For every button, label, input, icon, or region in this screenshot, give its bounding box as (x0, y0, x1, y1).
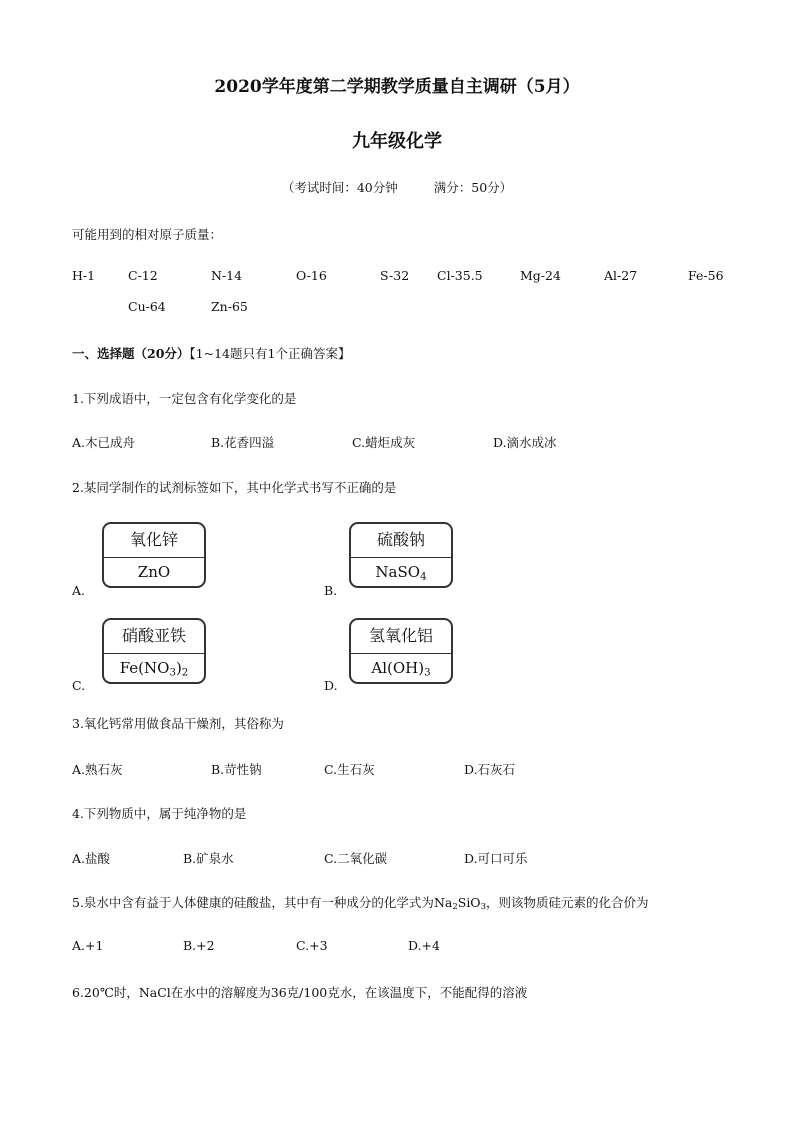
question-1-option: D.滴水成冰 (493, 435, 557, 450)
question-4-option: C.二氧化碳 (324, 851, 388, 866)
label-a-name: 氧化锌 (104, 524, 204, 558)
label-c-letter: C. (72, 678, 86, 693)
atomic-mass-intro: 可能用到的相对原子质量： (72, 227, 223, 242)
question-4-option: B.矿泉水 (183, 851, 234, 866)
question-1-option: C.蜡炬成灰 (352, 435, 416, 450)
question-1-option: A.木已成舟 (72, 435, 136, 450)
label-d-formula: $Al(OH)_3$ (371, 659, 431, 679)
atomic-mass-item: Mg-24 (520, 268, 561, 283)
reagent-label-d (349, 618, 453, 684)
question-4-stem: 4.下列物质中，属于纯净物的是 (72, 806, 247, 821)
exam-time: （考试时间：40分钟 (281, 180, 398, 195)
label-a-letter: A. (72, 583, 86, 598)
question-5-option: A.+1 (72, 938, 104, 953)
label-b-formula: NaSO$_4$ (375, 563, 427, 583)
label-b-name: 硫酸钠 (351, 524, 451, 558)
label-d-letter: D. (324, 678, 338, 693)
atomic-mass-item: S-32 (380, 268, 410, 283)
label-a-formula: ZnO (137, 563, 171, 581)
question-5-option: C.+3 (296, 938, 328, 953)
question-4-option: A.盐酸 (72, 851, 111, 866)
atomic-mass-item: O-16 (296, 268, 327, 283)
label-d-name: 氢氧化铝 (351, 620, 451, 654)
question-5-option: D.+4 (408, 938, 440, 953)
question-3-option: B.苛性钠 (211, 762, 262, 777)
atomic-mass-item: Zn-65 (211, 299, 248, 314)
question-5-option: B.+2 (183, 938, 215, 953)
full-score: 满分：50分） (433, 180, 513, 195)
atomic-mass-item: H-1 (72, 268, 96, 283)
label-b-letter: B. (324, 583, 338, 598)
atomic-mass-item: Fe-56 (688, 268, 724, 283)
question-3-option: A.熟石灰 (72, 762, 123, 777)
atomic-mass-item: C-12 (128, 268, 158, 283)
exam-title: 2020学年度第二学期教学质量自主调研（5月） (214, 77, 580, 97)
atomic-mass-item: N-14 (211, 268, 243, 283)
atomic-mass-item: Al-27 (604, 268, 638, 283)
question-1-stem: 1.下列成语中，一定包含有化学变化的是 (72, 391, 297, 406)
label-c-name: 硝酸亚铁 (104, 620, 204, 654)
label-c-formula: $Fe(NO_3)_2$ (119, 659, 189, 679)
exam-info (0, 178, 794, 196)
section-title: 一、选择题（20分） (72, 346, 190, 361)
question-6-stem: 6.20℃时，NaCl在水中的溶解度为36克/100克水，在该温度下，不能配得的溶液 (72, 985, 528, 1000)
question-2-stem: 2.某同学制作的试剂标签如下，其中化学式书写不正确的是 (72, 480, 397, 495)
question-4-option: D.可口可乐 (464, 851, 528, 866)
reagent-label-a (102, 522, 206, 588)
question-3-stem: 3.氧化钙常用做食品干燥剂，其俗称为 (72, 716, 284, 731)
question-3-option: C.生石灰 (324, 762, 375, 777)
silicate-formula: $Na_2SiO_3$ (433, 895, 486, 913)
reagent-label-b (349, 522, 453, 588)
question-3-option: D.石灰石 (464, 762, 516, 777)
atomic-mass-item: Cl-35.5 (437, 268, 483, 283)
question-5-stem: 5.泉水中含有益于人体健康的硅酸盐，其中有一种成分的化学式为$Na_2SiO_3$，则该物质硅元素的化合价为 (72, 895, 649, 913)
section-note: 【1~14题只有1个正确答案】 (189, 346, 351, 361)
exam-subtitle: 九年级化学 (352, 131, 442, 152)
question-1-option: B.花香四溢 (211, 435, 275, 450)
reagent-label-c (102, 618, 206, 684)
section-heading (72, 344, 350, 362)
atomic-mass-item: Cu-64 (128, 299, 166, 314)
